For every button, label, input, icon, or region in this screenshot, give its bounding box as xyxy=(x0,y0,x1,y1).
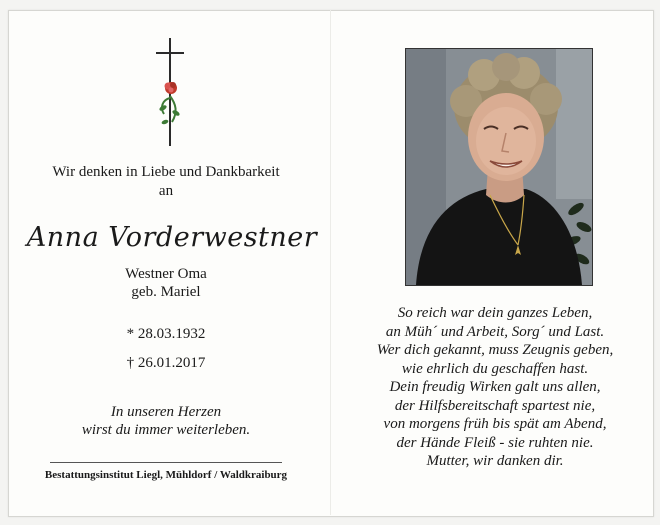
poem-line: wie ehrlich du geschaffen hast. xyxy=(401,360,589,377)
card-fold xyxy=(330,10,331,515)
nickname: Westner Oma xyxy=(125,266,207,282)
portrait-photo xyxy=(405,48,593,286)
poem-line: von morgens früh bis spät am Abend, xyxy=(383,416,607,432)
poem xyxy=(345,304,645,471)
deceased-name: Anna Vorderwestner xyxy=(26,222,318,253)
cross-with-rose-icon xyxy=(152,38,188,148)
left-verse-line: wirst du immer weiterleben. xyxy=(81,422,251,438)
poem-line: So reich war dein ganzes Leben, xyxy=(397,305,593,321)
intro-line: Wir denken in Liebe und Dankbarkeit xyxy=(52,164,280,180)
poem-line: Wer dich gekannt, muss Zeugnis geben, xyxy=(376,342,614,358)
birth-date: * 28.03.1932 xyxy=(126,326,206,342)
funeral-home: Bestattungsinstitut Liegl, Mühldorf / Waldkraiburg xyxy=(44,469,288,481)
left-verse-line: In unseren Herzen xyxy=(110,404,222,420)
poem-line: Dein freudig Wirken galt uns allen, xyxy=(389,379,601,395)
poem-line: an Müh´ und Arbeit, Sorg´ und Last. xyxy=(385,323,605,340)
poem-line: der Hilfsbereitschaft spartest nie, xyxy=(394,397,596,414)
death-date: † 26.01.2017 xyxy=(126,355,206,371)
poem-line: Mutter, wir danken dir. xyxy=(426,453,564,469)
divider xyxy=(50,462,282,463)
intro-line-an: an xyxy=(158,183,174,199)
poem-line: der Hände Fleiß - sie ruhten nie. xyxy=(396,434,594,451)
maiden-name: geb. Mariel xyxy=(131,284,201,300)
